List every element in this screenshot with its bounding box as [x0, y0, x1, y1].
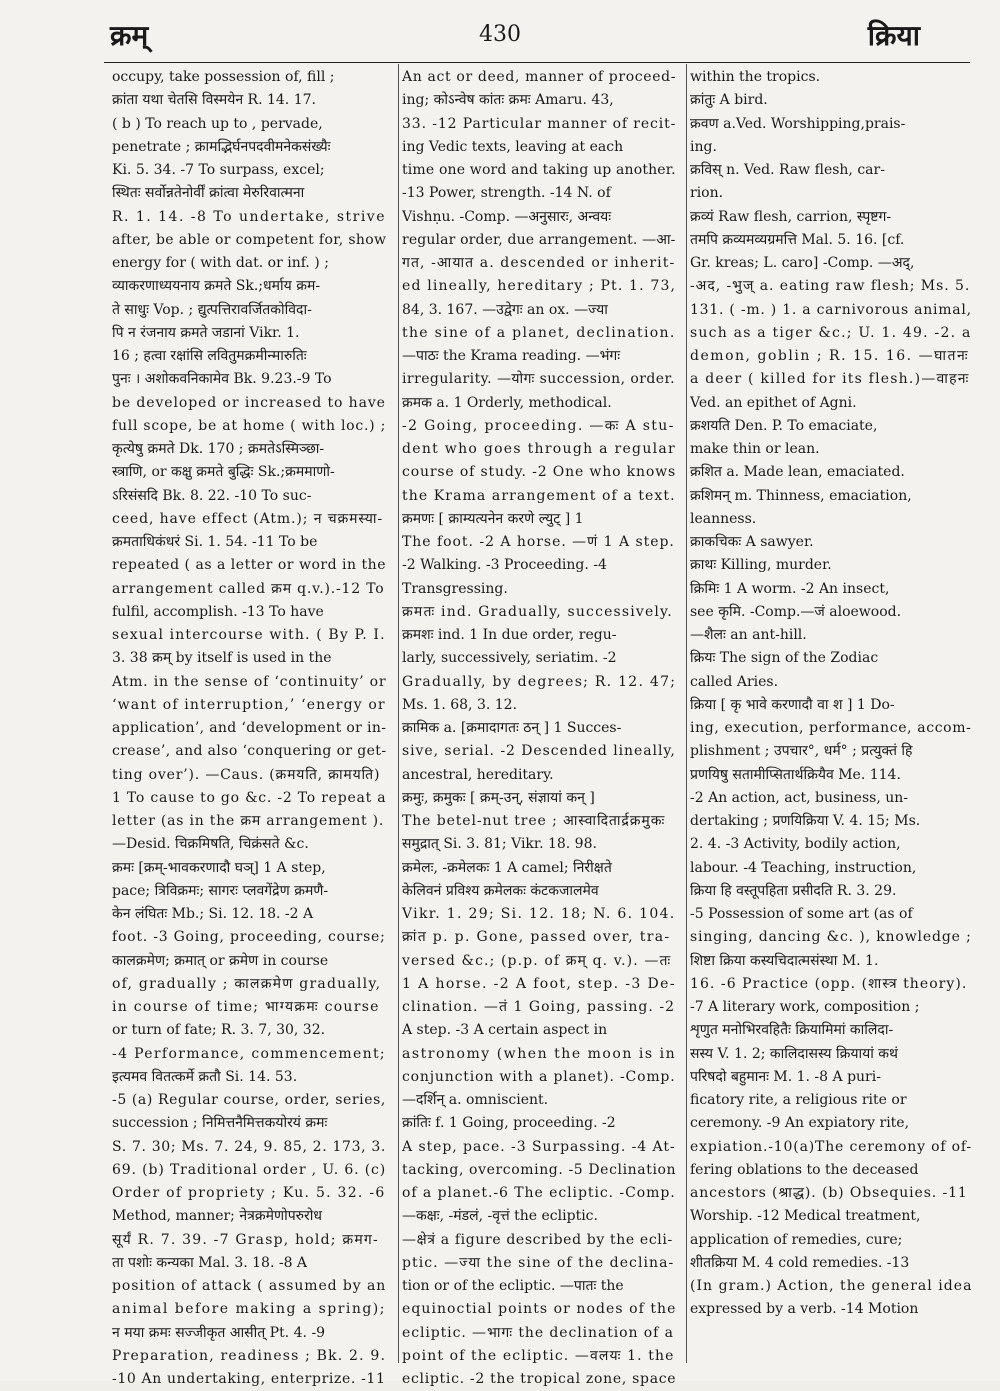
text-line: ptic. —ज्या the sine of the declina- [402, 1254, 675, 1271]
text-line: कृत्येषु क्रमते Dk. 170 ; क्रमतेऽस्मिञ्छा- [112, 441, 325, 457]
text-line: dertaking ; प्रणयिक्रिया V. 4. 15; Ms. [690, 813, 921, 829]
text-line: astronomy (when the moon is in [402, 1045, 677, 1062]
text-line: penetrate ; क्रामद्भिर्घनपदवीमनेकसंख्यैः [112, 138, 331, 155]
text-line: —शैलः an ant-hill. [690, 627, 807, 643]
text-line: न मया क्रमः सज्जीकृत आसीत् Pt. 4. -9 [112, 1324, 326, 1341]
text-line: tacking, overcoming. -5 Declination [402, 1161, 677, 1178]
text-line: क्रमणः [ क्राम्यत्यनेन करणे ल्युट् ] 1 [402, 510, 584, 527]
text-line: क्रांत p. p. Gone, passed over, tra- [402, 929, 671, 946]
text-line: क्रव्यं Raw flesh, carrion, स्पृष्टग- [690, 208, 892, 225]
text-line: क्रमक a. 1 Orderly, methodical. [402, 394, 612, 411]
text-line: of, gradually ; कालक्रमेण gradually, [112, 975, 382, 992]
column-3 [690, 66, 972, 1372]
text-line: letter (as in the क्रम arrangement ). [112, 813, 385, 829]
text-line: demon, goblin ; R. 15. 16. —घातनः [690, 348, 970, 364]
text-line: leanness. [690, 510, 757, 527]
column-1 [112, 66, 387, 1387]
text-line: पुनः । अशोकवनिकामेव Bk. 9.23.-9 To [112, 371, 332, 388]
text-line: Transgressing. [402, 580, 508, 597]
text-line: -2 Walking. -3 Proceeding. -4 [402, 557, 607, 574]
text-line: time one word and taking up another. [402, 162, 676, 178]
text-line: Gr. kreas; L. caro] -Comp. —अद्, [690, 255, 915, 271]
text-line: ing. [690, 138, 717, 155]
text-line: a deer ( killed for its flesh.)—वाहनः [690, 371, 970, 388]
text-line: Vishṇu. -Comp. —अनुसारः, अन्वयः [402, 208, 612, 225]
text-line: 33. -12 Particular manner of recit- [402, 115, 677, 132]
text-line: 3. 38 क्रम् by itself is used in the [112, 650, 332, 667]
running-head-left: क्रम् [110, 19, 149, 52]
text-line: tion or of the ecliptic. —पातः the [402, 1278, 624, 1294]
text-line: Preparation, readiness ; Bk. 2. 9. [112, 1347, 387, 1364]
text-line: Gradually, by degrees; R. 12. 47; [402, 673, 677, 690]
text-line: fering oblations to the deceased [690, 1161, 919, 1178]
text-line: Ved. an epithet of Agni. [690, 394, 857, 411]
text-line: क्रमशः ind. 1 In due order, regu- [402, 627, 617, 643]
text-line: क्रविस् n. Ved. Raw flesh, car- [690, 162, 885, 178]
text-line: क्रमेलः, -क्रमेलकः 1 A camel; निरीक्षते [402, 859, 612, 876]
text-line: after, be able or competent for, show [112, 231, 387, 248]
page-number: 430 [479, 22, 521, 47]
text-line: —दर्शिन् a. omniscient. [402, 1092, 549, 1108]
text-line: in course of time; भाग्यक्रमः course [112, 999, 380, 1015]
text-line: ing Vedic texts, leaving at each [402, 138, 624, 155]
text-line: -अद, -भुज् a. eating raw flesh; Ms. 5. [690, 278, 971, 295]
text-line: ing; कोऽन्वेष कांतः क्रमः Amaru. 43, [402, 92, 614, 109]
text-line: crease’, and also ‘conquering or get- [112, 743, 387, 760]
text-line: क्रांता यथा चेतसि विस्मयेन R. 14. 17. [112, 92, 316, 109]
text-line: expiation.-10(a)The ceremony of of- [690, 1138, 972, 1155]
text-line: -2 Going, proceeding. —कः A stu- [402, 417, 675, 434]
text-line: इत्यमव वितत्कर्मे क्रतौ Si. 14. 53. [112, 1068, 298, 1085]
text-line: Ki. 5. 34. -7 To surpass, excel; [112, 162, 325, 178]
text-line: ता पशोः कन्यका Mal. 3. 18. -8 A [112, 1254, 308, 1271]
text-line: ‘want of interruption,’ ‘energy or [112, 696, 386, 713]
text-line: An act or deed, manner of proceed- [402, 69, 677, 85]
text-line: ceremony. -9 An expiatory rite, [690, 1115, 910, 1132]
text-line: succession ; निमित्तनैमित्तकयोरयं क्रमः [112, 1115, 328, 1132]
text-line: the sine of a planet, declination. [402, 324, 676, 341]
text-line: (In gram.) Action, the general idea [690, 1278, 973, 1294]
text-line: ते साधुः Vop. ; द्युत्पत्तिरावर्जितकोविदा- [112, 301, 312, 318]
text-line: क्रमताधिकंधरं Si. 1. 54. -11 To be [112, 534, 318, 550]
text-line: or turn of fate; R. 3. 7, 30, 32. [112, 1022, 326, 1039]
text-line: -4 Performance, commencement; [112, 1045, 386, 1062]
text-line: sexual intercourse with. ( By P. I. [112, 627, 386, 643]
text-line: expressed by a verb. -14 Motion [690, 1301, 919, 1318]
text-line: 84, 3. 167. —उद्वेगः an ox. —ज्या [402, 301, 608, 318]
text-line: 2. 4. -3 Activity, bodily action, [690, 836, 901, 853]
text-line: course of study. -2 One who knows [402, 464, 676, 481]
column-divider [398, 64, 399, 1363]
text-line: plishment ; उपचार°, धर्म° ; प्रत्युक्तं हि [690, 743, 913, 760]
text-line: शीतक्रिया M. 4 cold remedies. -13 [690, 1254, 910, 1271]
text-line: क्रमः [क्रम्-भावकरणादौ घञ्] 1 A step, [112, 859, 326, 876]
text-line: application’, and ‘development or in- [112, 720, 387, 736]
text-line: energy for ( with dat. or inf. ) ; [112, 255, 329, 271]
text-line: 131. ( -m. ) 1. a carnivorous animal, [690, 301, 972, 318]
text-line: A step, pace. -3 Surpassing. -4 At- [402, 1138, 676, 1155]
text-line: केन लंघितः Mb.; Si. 12. 18. -2 A [112, 906, 314, 922]
text-line: क्रिया हि वस्तूपहिता प्रसीदति R. 3. 29. [690, 882, 897, 899]
text-line: point of the ecliptic. —वलयः 1. the [402, 1347, 675, 1364]
text-line: labour. -4 Teaching, instruction, [690, 859, 917, 876]
text-line: conjunction with a planet). -Comp. [402, 1068, 676, 1085]
text-line: केलिवनं प्रविश्य क्रमेलकः कंटकजालमेव [402, 882, 599, 899]
text-line: पि न रंजनाय क्रमते जडानां Vikr. 1. [112, 324, 300, 341]
text-line: ting over’). —Caus. (क्रमयति, क्रामयति) [112, 766, 381, 783]
text-line: स्त्राणि, or कक्षु क्रमते बुद्धिः Sk.;क्रममाणो- [112, 464, 335, 481]
text-line: क्रिया [ कृ भावे करणादौ वा श ] 1 Do- [690, 696, 895, 713]
text-line: 1 To cause to go &c. -2 To repeat a [112, 789, 387, 806]
text-line: sive, serial. -2 Descended lineally, [402, 743, 676, 760]
text-line: application of remedies, cure; [690, 1231, 903, 1248]
text-line: —Desid. चिक्रमिषति, चिक्रंसते &c. [112, 836, 309, 853]
text-line: pace; त्रिविक्रमः; सागरः प्लवगेंद्रेण क्रमणै- [112, 882, 329, 899]
text-line: -5 (a) Regular course, order, series, [112, 1092, 386, 1108]
text-line: The foot. -2 A horse. —णं 1 A step. [402, 534, 675, 550]
text-line: -10 An undertaking, enterprize. -11 [112, 1371, 386, 1387]
text-line: क्रमुः, क्रमुकः [ क्रम्-उन्, संज्ञायां कन् ] [402, 789, 595, 806]
text-line: 16. -6 Practice (opp. (शास्त्र theory). [690, 975, 968, 992]
text-line: ancestral, hereditary. [402, 766, 554, 783]
text-line: क्रांतुः A bird. [690, 92, 768, 109]
text-line: ed lineally, hereditary ; Pt. 1. 73, [402, 278, 677, 295]
text-line: equinoctial points or nodes of the [402, 1301, 677, 1318]
text-line: versed &c.; (p.p. of क्रम् q. v.). —तः [402, 952, 672, 969]
text-line: Vikr. 1. 29; Si. 12. 18; N. 6. 104. [402, 906, 676, 922]
text-line: occupy, take possession of, fill ; [112, 69, 335, 85]
text-line: fulfil, accomplish. -13 To have [112, 603, 324, 620]
text-line: शृणुत मनोभिरवहितैः क्रियामिमां कालिदा- [690, 1022, 894, 1039]
text-line: क्रमतः ind. Gradually, successively. [402, 603, 673, 620]
text-line: Order of propriety ; Ku. 5. 32. -6 [112, 1185, 386, 1201]
text-line: -7 A literary work, composition ; [690, 999, 920, 1015]
text-line: called Aries. [690, 673, 779, 690]
text-line: repeated ( as a letter or word in the [112, 557, 386, 574]
text-line: the Krama arrangement of a text. [402, 487, 676, 504]
text-line: शिष्टा क्रिया कस्यचिदात्मसंस्था M. 1. [690, 952, 879, 969]
text-line: larly, successively, seriatim. -2 [402, 650, 617, 667]
text-line: क्रियः The sign of the Zodiac [690, 650, 879, 667]
text-line: समुद्रात् Si. 3. 81; Vikr. 18. 98. [402, 836, 597, 853]
text-line: singing, dancing &c. ), knowledge ; [690, 929, 972, 946]
text-line: स्थितः सर्वोन्नतेनोर्वीं क्रांत्वा मेरुरिवात्मना [112, 185, 305, 202]
text-line: regular order, due arrangement. —आ- [402, 231, 676, 248]
text-line: क्रशयति Den. P. To emaciate, [690, 417, 878, 434]
text-line: A step. -3 A certain aspect in [402, 1022, 608, 1039]
text-line: make thin or lean. [690, 441, 820, 457]
text-line: क्रशिमन् m. Thinness, emaciation, [690, 487, 912, 504]
text-line: such as a tiger &c.; U. 1. 49. -2. a [690, 324, 972, 341]
text-line: 1 A horse. -2 A foot, step. -3 De- [402, 975, 676, 992]
text-line: animal before making a spring); [112, 1301, 386, 1318]
text-line: 16 ; हत्वा रक्षांसि लवितुमक्रमीन्मारुतिः [112, 348, 307, 364]
text-line: ceed, have effect (Atm.); न चक्रमस्या- [112, 510, 384, 527]
text-line: क्राथः Killing, murder. [690, 557, 832, 574]
text-line: dent who goes through a regular [402, 441, 677, 457]
text-line: तमपि क्रव्यमव्यग्रमत्ति Mal. 5. 16. [cf. [690, 231, 905, 248]
text-line: ficatory rite, a religious rite or [690, 1092, 907, 1108]
text-line: क्रामिक a. [क्रमादागतः ठन् ] 1 Succes- [402, 720, 622, 736]
text-line: क्रिमिः 1 A worm. -2 An insect, [690, 580, 890, 597]
text-line: गत, -आयात a. descended or inherit- [402, 255, 676, 271]
text-line: —क्षेत्रं a figure described by the ecli- [402, 1231, 673, 1248]
text-line: —कक्षः, -मंडलं, -वृत्तं the ecliptic. [402, 1208, 598, 1225]
text-line: of a planet.-6 The ecliptic. -Comp. [402, 1185, 676, 1201]
text-line: be developed or increased to have [112, 394, 386, 411]
text-line: -13 Power, strength. -14 N. of [402, 185, 611, 202]
text-line: Worship. -12 Medical treatment, [690, 1208, 921, 1225]
column-2 [402, 66, 677, 1387]
text-line: arrangement called क्रम q.v.).-12 To [112, 580, 385, 597]
column-divider [686, 64, 687, 1363]
text-line: क्राकचिकः A sawyer. [690, 534, 814, 550]
text-line: S. 7. 30; Ms. 7. 24, 9. 85, 2. 173, 3. [112, 1138, 387, 1155]
text-line: foot. -3 Going, proceeding, course; [112, 929, 386, 946]
text-line: within the tropics. [690, 69, 821, 85]
text-line: परिषदो बहुमानः M. 1. -8 A puri- [690, 1068, 881, 1085]
text-line: ing, execution, performance, accom- [690, 720, 972, 736]
text-line: क्रशित a. Made lean, emaciated. [690, 464, 905, 481]
text-line: क्रवण a.Ved. Worshipping,prais- [690, 115, 906, 132]
text-line: सस्य V. 1. 2; कालिदासस्य क्रियायां कथं [690, 1045, 898, 1062]
text-line: Atm. in the sense of ‘continuity’ or [112, 673, 387, 690]
text-line: प्रणयिषु सतामीप्सितार्थक्रियैव Me. 114. [690, 766, 901, 783]
text-line: The betel-nut tree ; आस्वादितार्द्रक्रमुकः [402, 813, 666, 829]
text-line: position of attack ( assumed by an [112, 1278, 387, 1294]
text-line: -5 Possession of some art (as of [690, 906, 913, 922]
text-line: -2 An action, act, business, un- [690, 789, 908, 806]
text-line: ऽरिसंसदि Bk. 8. 22. -10 To suc- [112, 487, 312, 504]
text-line: क्रांतिः f. 1 Going, proceeding. -2 [402, 1115, 616, 1132]
text-line: व्याकरणाध्ययनाय क्रमते Sk.;धर्माय क्रम- [112, 278, 321, 295]
text-line: सूर्यं R. 7. 39. -7 Grasp, hold; क्रमग- [112, 1231, 379, 1248]
text-line: full scope, be at home ( with loc.) ; [112, 417, 387, 434]
text-line: Method, manner; नेत्रक्रमेणोपरुरोध [112, 1208, 323, 1225]
running-head-right: क्रिया [867, 19, 920, 52]
text-line: irregularity. —योगः succession, order. [402, 371, 676, 388]
text-line: ancestors (श्राद्ध). (b) Obsequies. -11 [690, 1185, 968, 1201]
header-rule [104, 62, 970, 63]
text-line: rion. [690, 185, 724, 202]
text-line: 69. (b) Traditional order , U. 6. (c) [112, 1161, 387, 1178]
text-line: R. 1. 14. -8 To undertake, strive [112, 208, 386, 225]
text-line: ecliptic. —भागः the declination of a [402, 1324, 674, 1341]
text-line: ( b ) To reach up to , pervade, [112, 115, 323, 132]
text-line: Ms. 1. 68, 3. 12. [402, 696, 518, 713]
text-line: कालक्रमेण; क्रमात् or क्रमेण in course [112, 952, 329, 969]
text-line: ecliptic. -2 the tropical zone, space [402, 1371, 677, 1387]
text-line: see कृमि. -Comp.—जं aloewood. [690, 603, 902, 620]
text-line: clination. —तं 1 Going, passing. -2 [402, 999, 676, 1015]
text-line: —पाठः the Krama reading. —भंगः [402, 348, 621, 364]
